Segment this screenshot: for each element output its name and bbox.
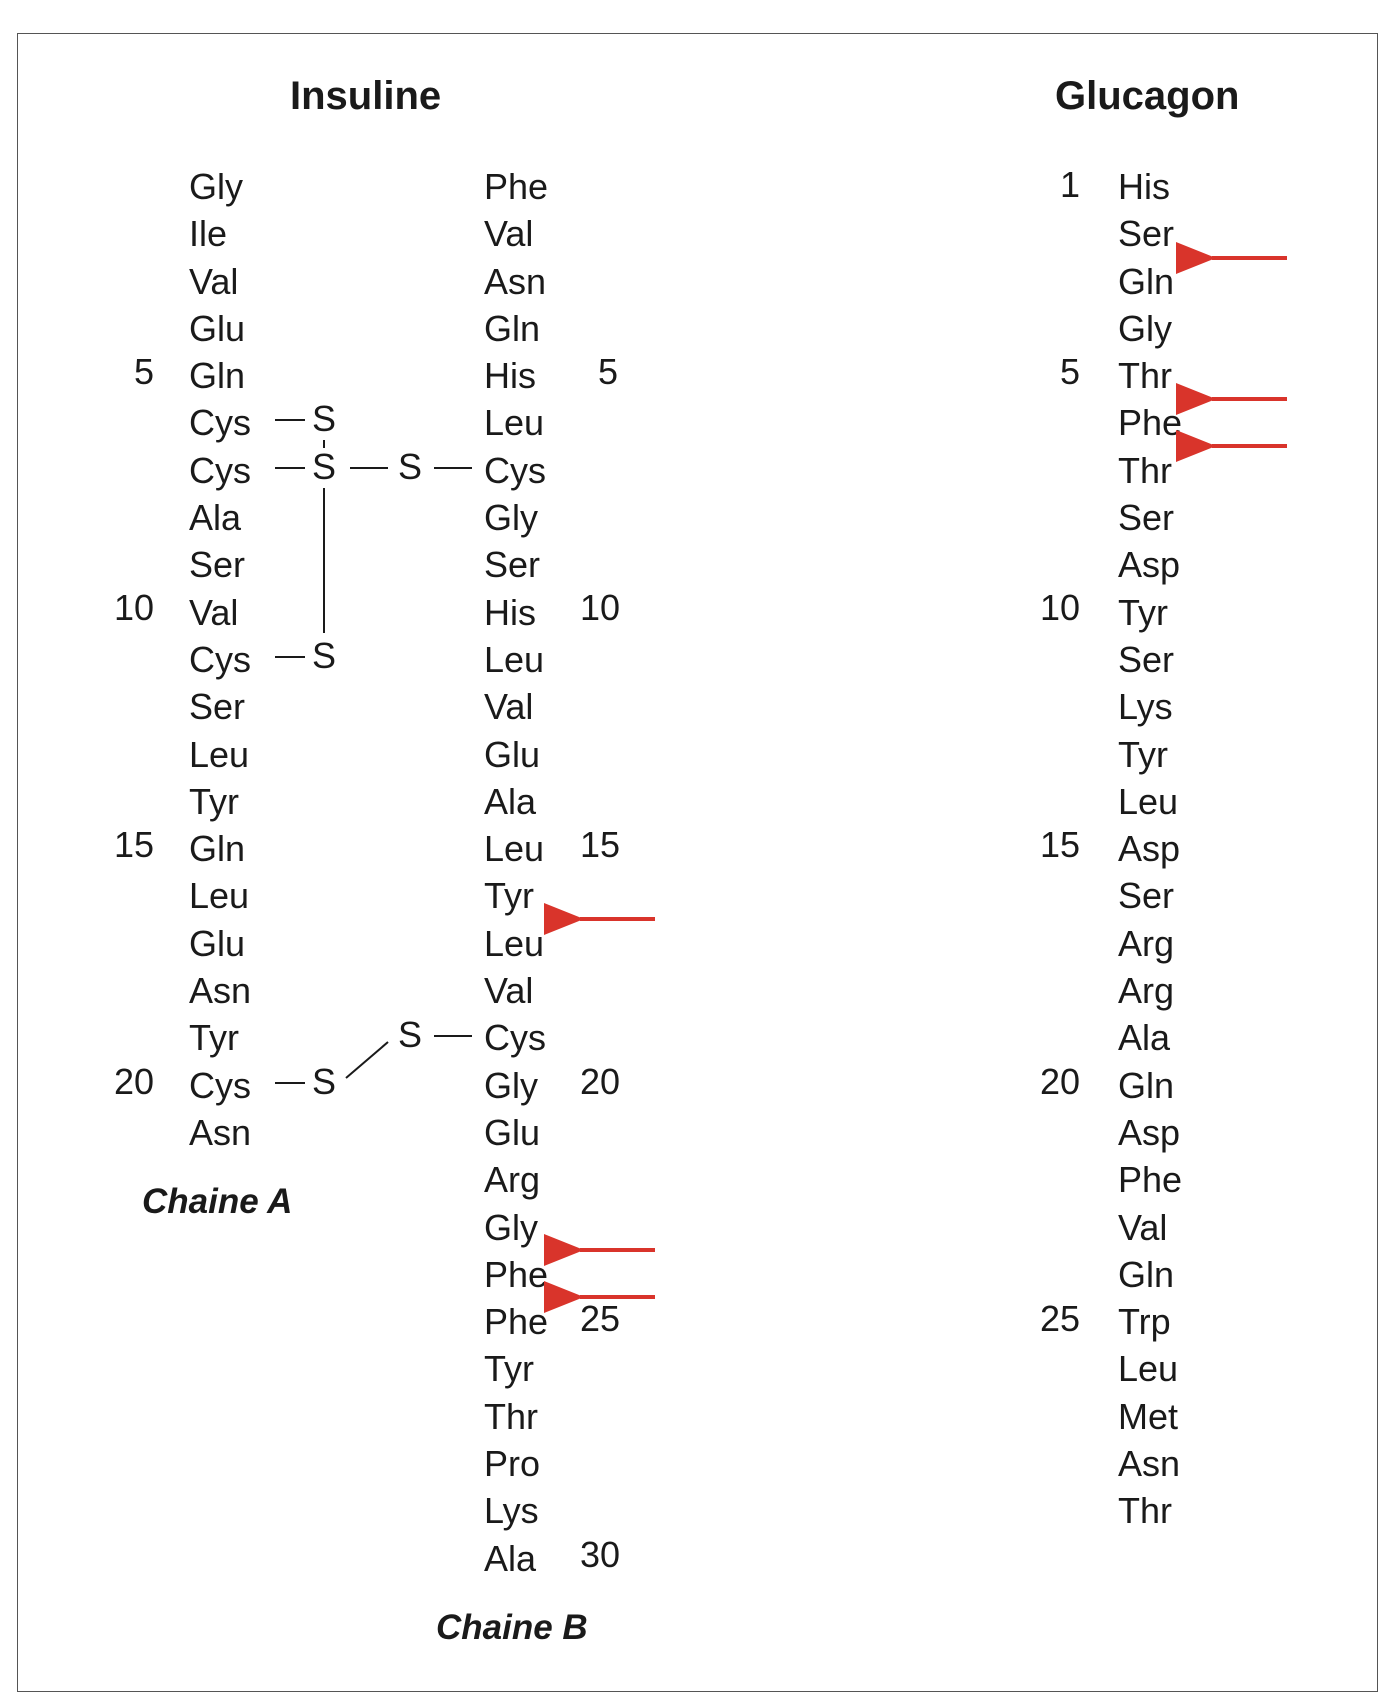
- chain-b-residue: His: [484, 591, 536, 633]
- glucagon-residue: Arg: [1118, 922, 1175, 964]
- chain-a-residue: Tyr: [189, 1017, 239, 1059]
- glucagon-residue: Asp: [1118, 828, 1181, 870]
- glucagon-residue: Tyr: [1118, 733, 1168, 775]
- chain-a-residue: Ser: [189, 686, 246, 728]
- chain-a-residue: Asn: [189, 1111, 252, 1153]
- chain-b-residue: Tyr: [484, 875, 534, 917]
- chain-a-residue: Ser: [189, 544, 246, 586]
- glucagon-residue: Ala: [1118, 1017, 1171, 1059]
- glucagon-residue: Gln: [1118, 1253, 1175, 1295]
- glucagon-residue: Ser: [1118, 497, 1175, 539]
- chain-b-residue: Phe: [484, 166, 549, 207]
- chain-b-residue: Ser: [484, 544, 541, 586]
- chain-b-residue: Leu: [484, 922, 545, 964]
- chain-b-residue: Phe: [484, 1301, 549, 1343]
- chain-a-number-15: 15: [113, 824, 154, 865]
- chain-b-residue: Thr: [484, 1395, 538, 1437]
- sulfur-label: S: [312, 1061, 337, 1102]
- glucagon-residue: Lys: [1118, 686, 1173, 728]
- chain-a-caption: Chaine A: [142, 1182, 293, 1221]
- chain-b-residue: Gly: [484, 1206, 538, 1248]
- glucagon-residue: Thr: [1118, 1490, 1172, 1532]
- chain-a-residue: Glu: [189, 307, 246, 349]
- glucagon-residue: Val: [1118, 1206, 1168, 1248]
- chain-b-residue: Leu: [484, 638, 545, 680]
- chain-b-number-5: 5: [598, 351, 619, 392]
- chain-b-residue: Val: [484, 213, 534, 255]
- chain-b-residue: His: [484, 355, 536, 397]
- chain-a-residue: Ala: [189, 497, 242, 539]
- chain-a-residue: Cys: [189, 402, 251, 444]
- glucagon-residue: Asn: [1118, 1443, 1181, 1485]
- glucagon-number-20: 20: [1039, 1061, 1080, 1102]
- chain-b-number-25: 25: [580, 1298, 621, 1339]
- chain-a-residue: Cys: [189, 1064, 251, 1106]
- chain-b-number-20: 20: [580, 1061, 621, 1102]
- glucagon-number-10: 10: [1039, 587, 1080, 628]
- glucagon-residue: Ser: [1118, 638, 1175, 680]
- glucagon-residue: Asp: [1118, 544, 1181, 586]
- chain-b-residue: Phe: [484, 1253, 549, 1295]
- glucagon-residue: Ser: [1118, 213, 1175, 255]
- chain-b-number-15: 15: [580, 824, 621, 865]
- chain-a-residue: Cys: [189, 638, 251, 680]
- glucagon-residue: His: [1118, 166, 1170, 207]
- sulfur-label: S: [312, 446, 337, 487]
- chain-b-residue: Gln: [484, 307, 541, 349]
- glucagon-residue: Thr: [1118, 355, 1172, 397]
- chain-b-number-10: 10: [580, 587, 621, 628]
- chain-b-residue: Arg: [484, 1159, 541, 1201]
- chain-b-residue: Val: [484, 970, 534, 1012]
- chain-b-residue: Lys: [484, 1490, 539, 1532]
- glucagon-residue: Gly: [1118, 307, 1172, 349]
- chain-b-residue: Val: [484, 686, 534, 728]
- sulfur-label: S: [398, 1014, 423, 1055]
- chain-a-residue: Leu: [189, 875, 250, 917]
- chain-b-residue: Leu: [484, 828, 545, 870]
- glucagon-residue: Met: [1118, 1395, 1179, 1437]
- chain-a-residue: Val: [189, 260, 239, 302]
- glucagon-residue: Trp: [1118, 1301, 1171, 1343]
- chain-b-residue: Ala: [484, 780, 537, 822]
- chain-b-residue: Asn: [484, 260, 547, 302]
- glucagon-residue: Asp: [1118, 1111, 1181, 1153]
- chain-b-residue: Gly: [484, 1064, 538, 1106]
- sulfur-label: S: [398, 446, 423, 487]
- chain-b-residue: Cys: [484, 449, 546, 491]
- chain-b-number-30: 30: [580, 1534, 621, 1575]
- sulfur-label: S: [312, 635, 337, 676]
- sulfur-label: S: [312, 398, 337, 439]
- glucagon-residue: Leu: [1118, 780, 1179, 822]
- chain-b-residue: Gly: [484, 497, 538, 539]
- chain-b-residue: Cys: [484, 1017, 546, 1059]
- glucagon-title: Glucagon: [1055, 74, 1240, 118]
- chain-b-residue: Tyr: [484, 1348, 534, 1390]
- chain-b-residue: Glu: [484, 733, 541, 775]
- chain-a-residue: Glu: [189, 922, 246, 964]
- chain-a-residue: Cys: [189, 449, 251, 491]
- chain-a-number-20: 20: [113, 1061, 154, 1102]
- glucagon-residue: Arg: [1118, 970, 1175, 1012]
- chain-a-residue: Leu: [189, 733, 250, 775]
- chain-a-residue: Gln: [189, 828, 246, 870]
- glucagon-number-25: 25: [1039, 1298, 1080, 1339]
- insulin-title: Insuline: [290, 74, 442, 118]
- chain-b-residue: Ala: [484, 1537, 537, 1579]
- chain-a-number-5: 5: [133, 351, 154, 392]
- glucagon-residue: Thr: [1118, 449, 1172, 491]
- glucagon-number-1: 1: [1059, 164, 1080, 205]
- chain-b-caption: Chaine B: [436, 1608, 588, 1647]
- chain-a-residue: Gly: [189, 166, 243, 207]
- glucagon-residue: Phe: [1118, 1159, 1183, 1201]
- glucagon-number-5: 5: [1059, 351, 1080, 392]
- bond-line: [346, 1042, 388, 1078]
- glucagon-number-15: 15: [1039, 824, 1080, 865]
- chain-b-residue: Pro: [484, 1443, 541, 1485]
- glucagon-residue: Ser: [1118, 875, 1175, 917]
- glucagon-residue: Gln: [1118, 260, 1175, 302]
- chain-a-residue: Tyr: [189, 780, 239, 822]
- chain-a-residue: Asn: [189, 970, 252, 1012]
- glucagon-residue: Phe: [1118, 402, 1183, 444]
- chain-a-residue: Gln: [189, 355, 246, 397]
- chain-b-residue: Glu: [484, 1111, 541, 1153]
- glucagon-residue: Tyr: [1118, 591, 1168, 633]
- glucagon-residue: Gln: [1118, 1064, 1175, 1106]
- chain-b-residue: Leu: [484, 402, 545, 444]
- chain-a-residue: Ile: [189, 213, 228, 255]
- glucagon-residue: Leu: [1118, 1348, 1179, 1390]
- chain-a-number-10: 10: [113, 587, 154, 628]
- chain-a-residue: Val: [189, 591, 239, 633]
